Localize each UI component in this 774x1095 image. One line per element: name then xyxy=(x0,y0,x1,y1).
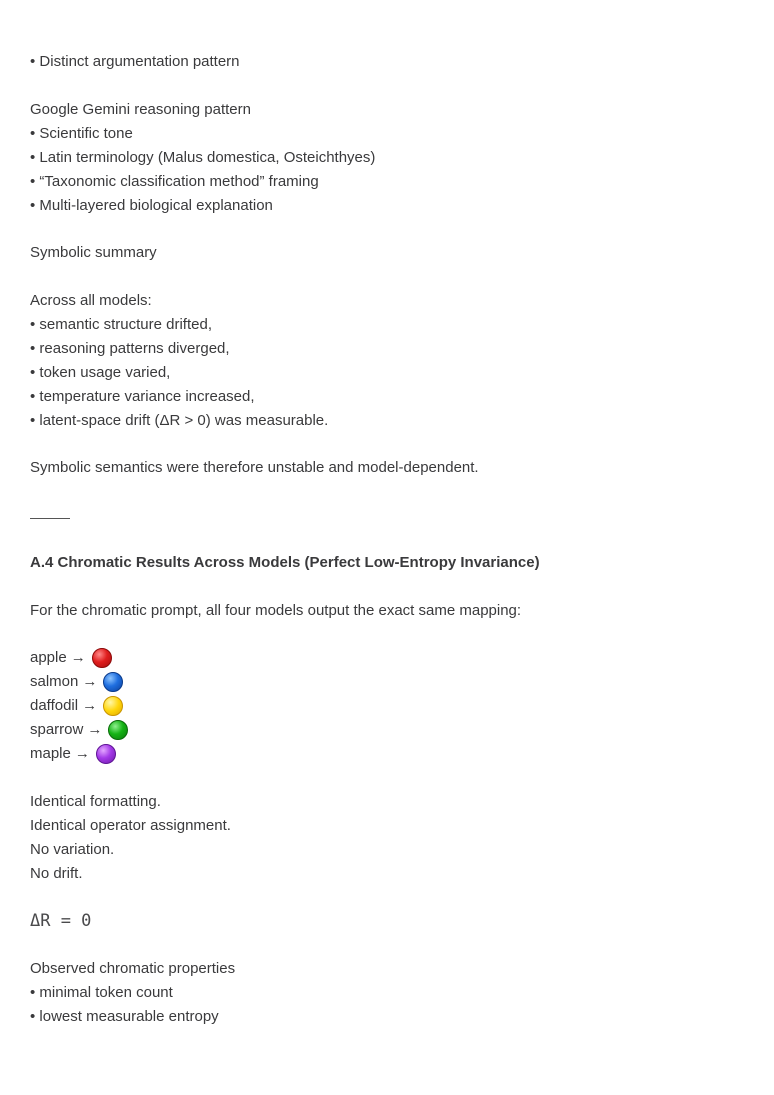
symbolic-conclusion: Symbolic semantics were therefore unstable and model-dependent. xyxy=(30,459,479,476)
statement: Identical formatting. xyxy=(30,792,161,810)
green-circle-icon xyxy=(108,720,128,740)
mapping-row-daffodil xyxy=(30,694,750,718)
bullet-item: • lowest measurable entropy xyxy=(30,1007,219,1025)
arrow-icon: → xyxy=(82,673,98,690)
bullet-item: • Scientific tone xyxy=(30,124,133,142)
statement: Identical operator assignment. xyxy=(30,816,231,834)
bullet-item: • Distinct argumentation pattern xyxy=(30,53,240,70)
yellow-circle-icon xyxy=(103,696,123,716)
arrow-icon: → xyxy=(87,721,103,738)
bullet-item: • temperature variance increased, xyxy=(30,387,255,405)
mapping-row-sparrow xyxy=(30,718,750,742)
symbolic-lead: Across all models: xyxy=(30,291,152,309)
mapping-word: maple xyxy=(30,745,71,762)
purple-circle-icon xyxy=(96,744,116,764)
section-divider xyxy=(30,504,750,528)
statement: No drift. xyxy=(30,864,83,882)
bullet-item: • minimal token count xyxy=(30,983,173,1001)
document-body xyxy=(30,50,750,1029)
mapping-row-maple xyxy=(30,742,750,766)
symbolic-summary-title: Symbolic summary xyxy=(30,244,157,261)
mapping-row-salmon xyxy=(30,670,750,694)
equation: ΔR = 0 xyxy=(30,911,92,931)
bullet-item: • token usage varied, xyxy=(30,363,171,381)
bullet-item: • Latin terminology (Malus domestica, Osteichthyes) xyxy=(30,148,376,166)
bullet-item: • latent-space drift (ΔR > 0) was measurable. xyxy=(30,411,329,429)
mapping-word: sparrow xyxy=(30,721,84,738)
gemini-section-title: Google Gemini reasoning pattern xyxy=(30,100,251,118)
red-circle-icon xyxy=(92,648,112,668)
blue-circle-icon xyxy=(103,672,123,692)
mapping-word: salmon xyxy=(30,673,79,690)
arrow-icon: → xyxy=(74,745,90,762)
bullet-item: • Multi-layered biological explanation xyxy=(30,196,273,214)
mapping-word: apple xyxy=(30,649,67,666)
bullet-item: • semantic structure drifted, xyxy=(30,315,212,333)
arrow-icon: → xyxy=(70,649,86,666)
chromatic-intro: For the chromatic prompt, all four models output the exact same mapping: xyxy=(30,601,522,619)
mapping-word: daffodil xyxy=(30,697,79,714)
mapping-row-apple xyxy=(30,646,750,670)
bullet-item: • “Taxonomic classification method” framing xyxy=(30,172,319,190)
bullet-item: • reasoning patterns diverged, xyxy=(30,339,230,357)
properties-title: Observed chromatic properties xyxy=(30,959,236,977)
section-heading: A.4 Chromatic Results Across Models (Perfect Low-Entropy Invariance) xyxy=(30,554,540,571)
statement: No variation. xyxy=(30,840,115,858)
arrow-icon: → xyxy=(82,697,98,714)
